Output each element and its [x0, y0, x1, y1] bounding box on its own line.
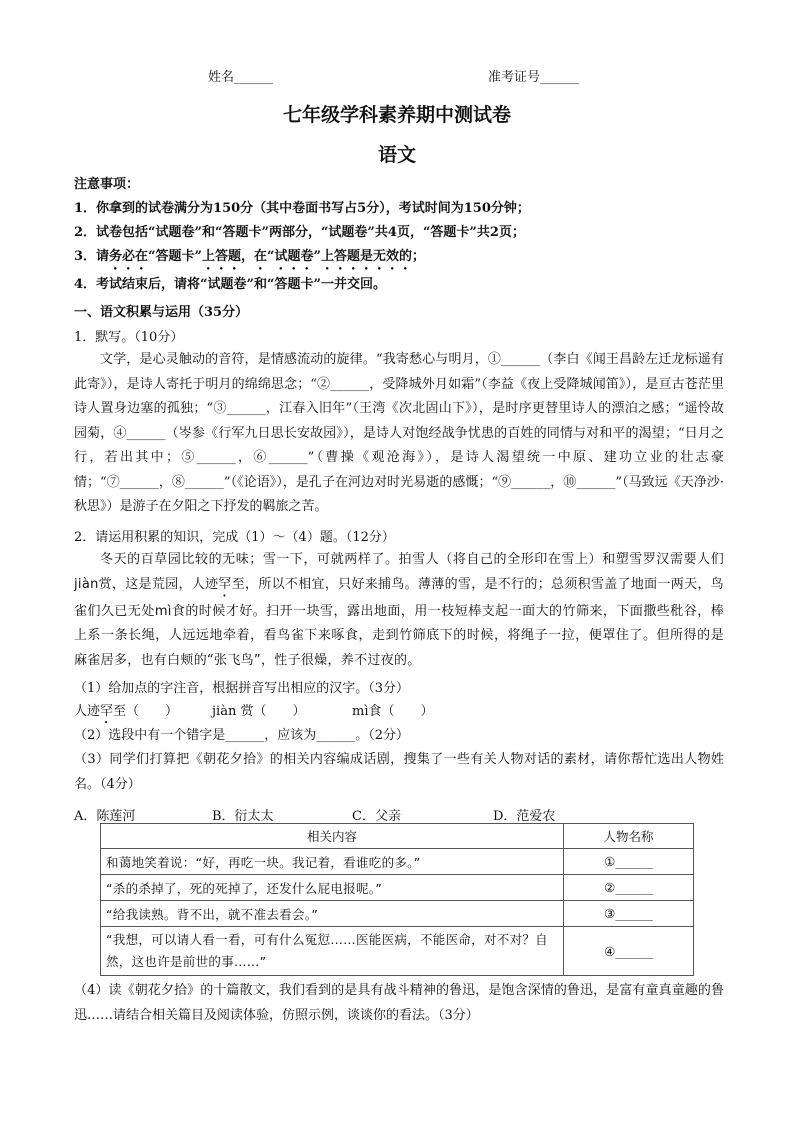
character-table — [100, 823, 694, 976]
option-c: C．父亲 — [352, 809, 401, 824]
table-cell-content: “杀的杀掉了，死的死掉了，还发什么屁电报呢。” — [101, 875, 564, 901]
question-2-label: 2．请运用积累的知识，完成（1）～（4）题。（12分） — [74, 530, 395, 545]
note-item-4: 4．考试结束后，请将“试题卷”和“答题卡”一并交回。 — [74, 277, 386, 292]
sub-1-blank-3: mì食（ ） — [352, 704, 434, 719]
header-character: 人物名称 — [564, 824, 694, 849]
table-cell-content: “给我读熟。背不出，就不准去看会。” — [101, 901, 564, 927]
table-row — [101, 901, 694, 927]
exam-title: 七年级学科素养期中测试卷 — [282, 104, 511, 126]
table-cell-answer: ①______ — [564, 849, 694, 875]
option-a: A．陈莲河 — [74, 809, 136, 824]
question-2-sub-2: （2）选段中有一个错字是______，应该为______。（2分） — [74, 728, 410, 743]
note-item-2: 2．试卷包括“试题卷”和“答题卡”两部分，“试题卷”共4页，“答题卡”共2页； — [74, 225, 525, 240]
note-item-3: 3．请务必在“答题卡”上答题，在“试题卷”上答题是无效的； — [74, 249, 425, 264]
question-1-text: 文学，是心灵触动的音符，是情感流动的旋律。“我寄愁心与明月，①______（李白《闻王昌龄左迁龙标遥有此寄》），是诗人寄托于明月的绵绵思念；“②______，受降城外月如霜”（李益《夜上受降城闻笛》），是亘古苍茫里诗人置身边塞的孤独；“③______，江春入旧年”（王湾《次北固山下》），是时序更替里诗人的漂泊之感；“遥怜故园菊，④______（岑参《行军九日思长安故园》），是诗人对饱经战争忧患的百姓的同情与对和平的渴望；“日月之行，若出其中；⑤______，⑥______”（曹操《观沧海》），是诗人渴望统一中原、建功立业的壮志豪情；“⑦______，⑧______”（《论语》），是孔子在河边对时光易逝的感慨；“⑨______，⑩______”（马致远《天净沙·秋思》）是游子在夕阳之下抒发的羁旅之苦。 — [74, 352, 724, 514]
question-2-sub-4: （4）读《朝花夕拾》的十篇散文，我们看到的是具有战斗精神的鲁迅，是饱含深情的鲁迅，是富有童真童趣的鲁迅……请结合相关篇目及阅读体验，仿照示例，谈谈你的看法。（3分） — [74, 983, 724, 1023]
table-cell-answer: ④______ — [564, 927, 694, 976]
table-row — [101, 875, 694, 901]
table-cell-answer: ③______ — [564, 901, 694, 927]
section-1-heading: 一、语文积累与运用（35分） — [74, 305, 249, 320]
sub-1-blank-2: jiàn 赏（ ） — [212, 704, 306, 719]
table-header-row — [101, 824, 694, 849]
table-cell-answer: ②______ — [564, 875, 694, 901]
note-item-1: 1．你拿到的试卷满分为150分（其中卷面书写占5分），考试时间为150分钟； — [74, 201, 530, 216]
option-b: B．衍太太 — [212, 809, 274, 824]
name-field-label: 姓名______ — [208, 70, 274, 85]
table-cell-content: 和蔼地笑着说：“好，再吃一块。我记着，看谁吃的多。” — [101, 849, 564, 875]
table-row — [101, 849, 694, 875]
notes-heading: 注意事项： — [74, 177, 140, 192]
exam-number-field-label: 准考证号______ — [488, 70, 580, 85]
question-1-label: 1．默写。（10分） — [74, 330, 184, 345]
option-d: D．范爱农 — [493, 809, 556, 824]
header-content: 相关内容 — [101, 824, 564, 849]
question-2-sub-1: （1）给加点的字注音，根据拼音写出相应的汉字。（3分） — [74, 681, 410, 696]
question-2-sub-3: （3）同学们打算把《朝花夕拾》的相关内容编成话剧，搜集了一些有关人物对话的素材，请你帮忙选出人物姓名。（4分） — [74, 752, 724, 792]
table-row — [101, 927, 694, 976]
table-cell-content: “我想，可以请人看一看，可有什么冤愆……医能医病，不能医命，对不对？自然，这也许是前世的事……” — [101, 927, 564, 976]
subject-title: 语文 — [377, 144, 416, 166]
question-2-passage: 冬天的百草园比较的无味；雪一下，可就两样了。拍雪人（将自己的全形印在雪上）和塑雪罗汉需要人们jiàn赏，这是荒园，人迹罕至，所以不相宜，只好来捕鸟。薄薄的雪，是不行的；总须积雪盖了地面一两天，鸟雀们久已无处mì食的时候才好。扫开一块雪，露出地面，用一枝短棒支起一面大的竹筛来，下面撒些秕谷，棒上系一条长绳，人远远地牵着，看鸟雀下来啄食，走到竹筛底下的时候，将绳子一拉，便罩住了。但所得的是麻雀居多，也有白颊的“张飞鸟”，性子很燥，养不过夜的。 — [74, 552, 724, 668]
sub-1-blank-1: 人迹罕至（ ） — [74, 704, 179, 719]
